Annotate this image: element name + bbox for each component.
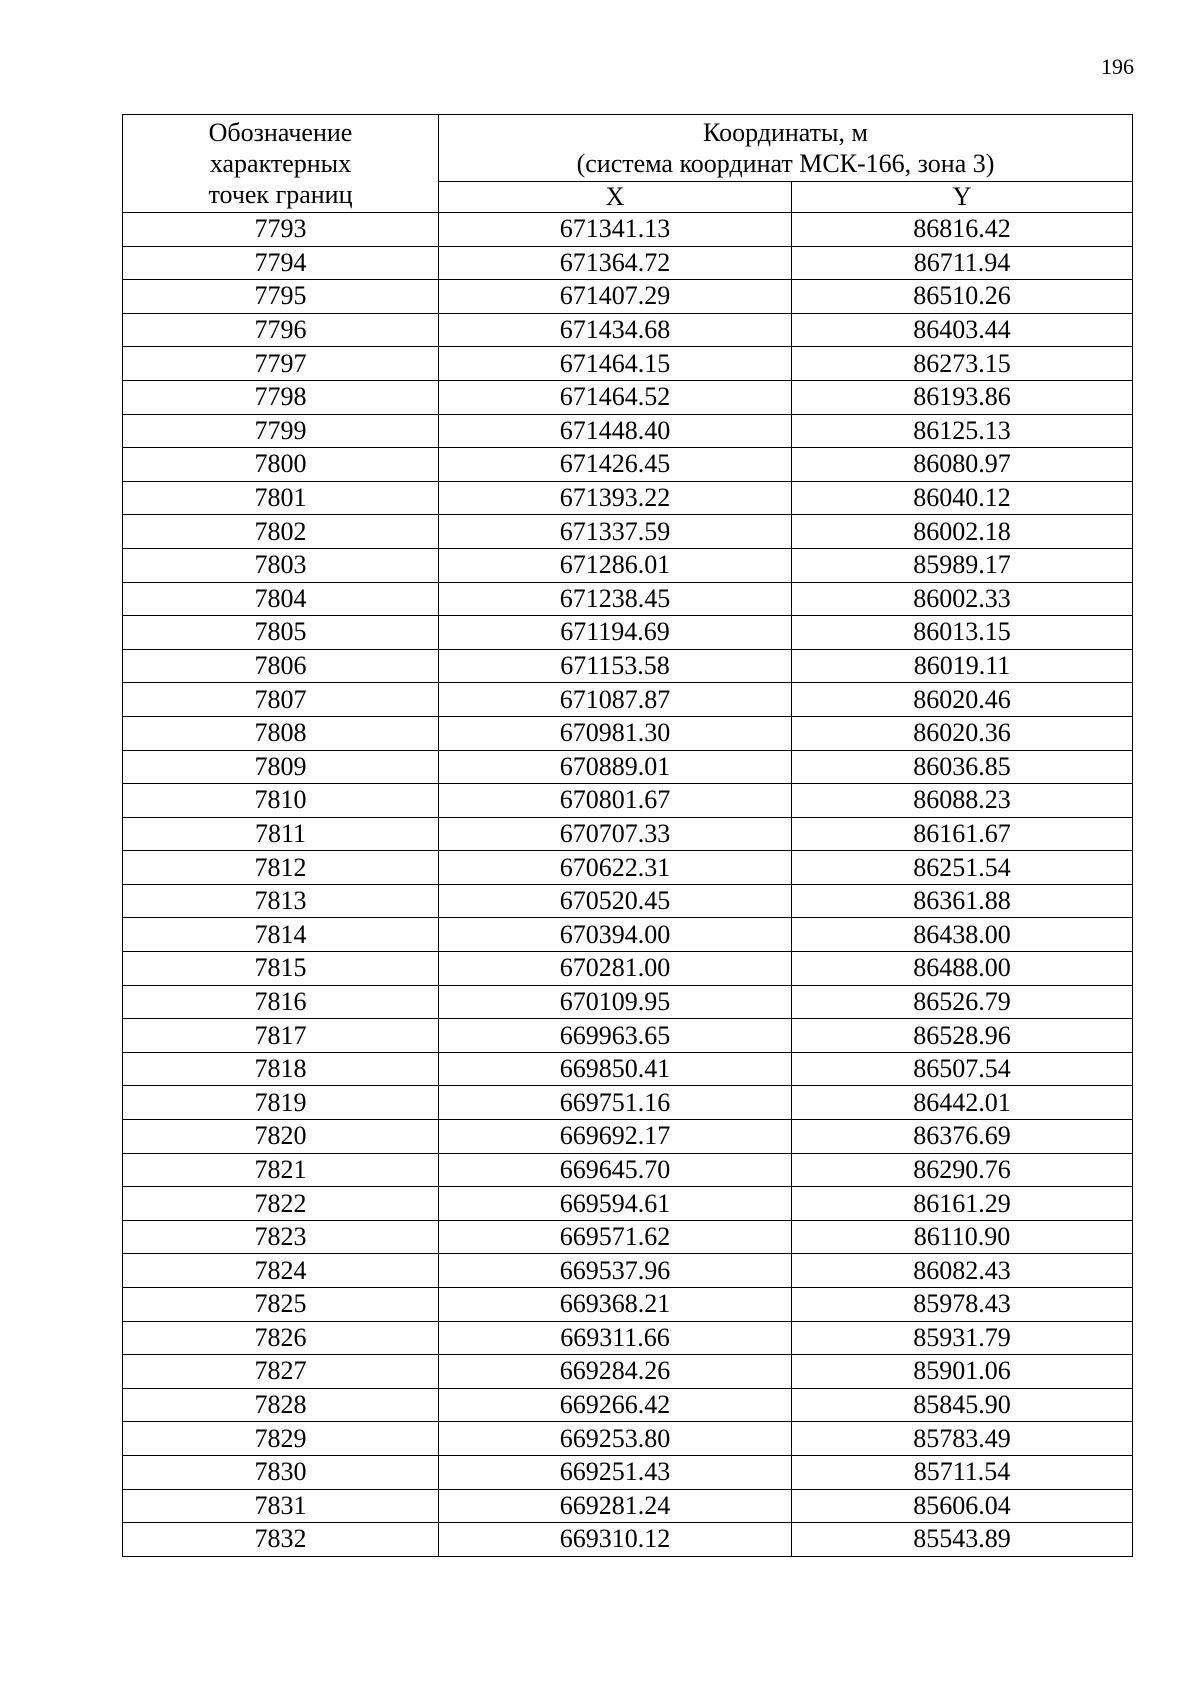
table-row bbox=[123, 1187, 1133, 1221]
point-cell: 7794 bbox=[123, 246, 439, 280]
y-coordinate-cell: 86002.33 bbox=[792, 582, 1133, 616]
point-cell: 7802 bbox=[123, 515, 439, 549]
x-coordinate-cell: 669850.41 bbox=[439, 1052, 792, 1086]
x-coordinate-cell: 669645.70 bbox=[439, 1153, 792, 1187]
point-cell: 7831 bbox=[123, 1489, 439, 1523]
point-cell: 7800 bbox=[123, 448, 439, 482]
y-coordinate-cell: 86290.76 bbox=[792, 1153, 1133, 1187]
x-coordinate-cell: 671153.58 bbox=[439, 649, 792, 683]
x-coordinate-cell: 669368.21 bbox=[439, 1288, 792, 1322]
point-cell: 7830 bbox=[123, 1455, 439, 1489]
x-coordinate-cell: 671434.68 bbox=[439, 313, 792, 347]
y-coordinate-cell: 86438.00 bbox=[792, 918, 1133, 952]
x-coordinate-cell: 671194.69 bbox=[439, 616, 792, 650]
table-row bbox=[123, 884, 1133, 918]
table-row bbox=[123, 985, 1133, 1019]
y-coordinate-cell: 85606.04 bbox=[792, 1489, 1133, 1523]
point-cell: 7816 bbox=[123, 985, 439, 1019]
x-coordinate-cell: 671337.59 bbox=[439, 515, 792, 549]
x-coordinate-cell: 671238.45 bbox=[439, 582, 792, 616]
point-cell: 7804 bbox=[123, 582, 439, 616]
point-cell: 7826 bbox=[123, 1321, 439, 1355]
table-row bbox=[123, 481, 1133, 515]
table-row bbox=[123, 246, 1133, 280]
coordinates-header-line: (система координат МСК-166, зона 3) bbox=[576, 149, 995, 178]
point-cell: 7798 bbox=[123, 380, 439, 414]
point-cell: 7805 bbox=[123, 616, 439, 650]
y-coordinate-cell: 86193.86 bbox=[792, 380, 1133, 414]
y-coordinate-cell: 86019.11 bbox=[792, 649, 1133, 683]
table-row bbox=[123, 1489, 1133, 1523]
table-row bbox=[123, 1355, 1133, 1389]
table-row bbox=[123, 1455, 1133, 1489]
point-cell: 7821 bbox=[123, 1153, 439, 1187]
table-row bbox=[123, 1220, 1133, 1254]
x-coordinate-cell: 670520.45 bbox=[439, 884, 792, 918]
coordinates-header bbox=[439, 115, 1133, 182]
y-coordinate-cell: 86251.54 bbox=[792, 851, 1133, 885]
coordinates-header-line: Координаты, м bbox=[703, 118, 868, 147]
x-coordinate-cell: 671364.72 bbox=[439, 246, 792, 280]
x-coordinate-cell: 669692.17 bbox=[439, 1120, 792, 1154]
x-coordinate-cell: 669266.42 bbox=[439, 1388, 792, 1422]
x-coordinate-cell: 669251.43 bbox=[439, 1455, 792, 1489]
y-coordinate-cell: 86036.85 bbox=[792, 750, 1133, 784]
y-coordinate-cell: 86002.18 bbox=[792, 515, 1133, 549]
y-coordinate-cell: 86442.01 bbox=[792, 1086, 1133, 1120]
point-cell: 7801 bbox=[123, 481, 439, 515]
point-cell: 7795 bbox=[123, 280, 439, 314]
table-row bbox=[123, 313, 1133, 347]
y-coordinate-cell: 86161.29 bbox=[792, 1187, 1133, 1221]
table-row bbox=[123, 817, 1133, 851]
table-row bbox=[123, 851, 1133, 885]
page-number: 196 bbox=[1101, 54, 1134, 79]
x-coordinate-cell: 671407.29 bbox=[439, 280, 792, 314]
point-cell: 7808 bbox=[123, 716, 439, 750]
y-coordinate-cell: 85783.49 bbox=[792, 1422, 1133, 1456]
table-row bbox=[123, 380, 1133, 414]
table-row bbox=[123, 515, 1133, 549]
table-row bbox=[123, 1120, 1133, 1154]
point-header-line: точек границ bbox=[208, 180, 353, 209]
x-coordinate-cell: 670622.31 bbox=[439, 851, 792, 885]
point-cell: 7829 bbox=[123, 1422, 439, 1456]
table-body bbox=[123, 213, 1133, 1557]
table-row bbox=[123, 750, 1133, 784]
y-coordinate-cell: 86528.96 bbox=[792, 1019, 1133, 1053]
y-coordinate-cell: 86376.69 bbox=[792, 1120, 1133, 1154]
table-row bbox=[123, 784, 1133, 818]
y-coordinate-cell: 86161.67 bbox=[792, 817, 1133, 851]
x-coordinate-cell: 669571.62 bbox=[439, 1220, 792, 1254]
table-row bbox=[123, 1523, 1133, 1557]
y-coordinate-cell: 86088.23 bbox=[792, 784, 1133, 818]
x-coordinate-cell: 670801.67 bbox=[439, 784, 792, 818]
point-designation-header bbox=[123, 115, 439, 213]
point-cell: 7793 bbox=[123, 213, 439, 247]
y-coordinate-cell: 86080.97 bbox=[792, 448, 1133, 482]
x-column-header: X bbox=[439, 182, 792, 213]
table-row bbox=[123, 1388, 1133, 1422]
x-coordinate-cell: 671286.01 bbox=[439, 548, 792, 582]
table-row bbox=[123, 1052, 1133, 1086]
y-coordinate-cell: 86273.15 bbox=[792, 347, 1133, 381]
x-coordinate-cell: 671464.15 bbox=[439, 347, 792, 381]
point-cell: 7813 bbox=[123, 884, 439, 918]
table-row bbox=[123, 1422, 1133, 1456]
y-coordinate-cell: 85978.43 bbox=[792, 1288, 1133, 1322]
x-coordinate-cell: 671448.40 bbox=[439, 414, 792, 448]
table-row bbox=[123, 1086, 1133, 1120]
table-row bbox=[123, 716, 1133, 750]
x-coordinate-cell: 670707.33 bbox=[439, 817, 792, 851]
y-coordinate-cell: 86020.36 bbox=[792, 716, 1133, 750]
y-coordinate-cell: 86711.94 bbox=[792, 246, 1133, 280]
y-coordinate-cell: 85901.06 bbox=[792, 1355, 1133, 1389]
point-cell: 7825 bbox=[123, 1288, 439, 1322]
point-cell: 7827 bbox=[123, 1355, 439, 1389]
point-cell: 7797 bbox=[123, 347, 439, 381]
x-coordinate-cell: 670281.00 bbox=[439, 952, 792, 986]
y-coordinate-cell: 86110.90 bbox=[792, 1220, 1133, 1254]
y-coordinate-cell: 86816.42 bbox=[792, 213, 1133, 247]
y-coordinate-cell: 86020.46 bbox=[792, 683, 1133, 717]
table-row bbox=[123, 548, 1133, 582]
y-coordinate-cell: 85711.54 bbox=[792, 1455, 1133, 1489]
table-row bbox=[123, 952, 1133, 986]
y-coordinate-cell: 86507.54 bbox=[792, 1052, 1133, 1086]
point-header-line: Обозначение bbox=[208, 118, 353, 147]
point-cell: 7828 bbox=[123, 1388, 439, 1422]
point-cell: 7806 bbox=[123, 649, 439, 683]
x-coordinate-cell: 669751.16 bbox=[439, 1086, 792, 1120]
y-coordinate-cell: 85931.79 bbox=[792, 1321, 1133, 1355]
y-coordinate-cell: 86040.12 bbox=[792, 481, 1133, 515]
y-coordinate-cell: 86403.44 bbox=[792, 313, 1133, 347]
point-cell: 7799 bbox=[123, 414, 439, 448]
x-coordinate-cell: 669594.61 bbox=[439, 1187, 792, 1221]
y-coordinate-cell: 85989.17 bbox=[792, 548, 1133, 582]
y-coordinate-cell: 86526.79 bbox=[792, 985, 1133, 1019]
point-cell: 7814 bbox=[123, 918, 439, 952]
point-cell: 7822 bbox=[123, 1187, 439, 1221]
y-coordinate-cell: 86488.00 bbox=[792, 952, 1133, 986]
x-coordinate-cell: 671341.13 bbox=[439, 213, 792, 247]
y-coordinate-cell: 86013.15 bbox=[792, 616, 1133, 650]
table-row bbox=[123, 918, 1133, 952]
point-cell: 7824 bbox=[123, 1254, 439, 1288]
point-cell: 7807 bbox=[123, 683, 439, 717]
point-cell: 7803 bbox=[123, 548, 439, 582]
point-cell: 7812 bbox=[123, 851, 439, 885]
x-coordinate-cell: 669537.96 bbox=[439, 1254, 792, 1288]
x-coordinate-cell: 671087.87 bbox=[439, 683, 792, 717]
table-row bbox=[123, 649, 1133, 683]
point-cell: 7832 bbox=[123, 1523, 439, 1557]
x-coordinate-cell: 670109.95 bbox=[439, 985, 792, 1019]
table-row bbox=[123, 414, 1133, 448]
y-coordinate-cell: 86361.88 bbox=[792, 884, 1133, 918]
point-header-line: характерных bbox=[209, 149, 352, 178]
table-row bbox=[123, 616, 1133, 650]
table-row bbox=[123, 1288, 1133, 1322]
coordinates-table bbox=[122, 114, 1133, 1557]
point-cell: 7796 bbox=[123, 313, 439, 347]
table-row bbox=[123, 448, 1133, 482]
x-coordinate-cell: 670889.01 bbox=[439, 750, 792, 784]
x-coordinate-cell: 670394.00 bbox=[439, 918, 792, 952]
point-cell: 7818 bbox=[123, 1052, 439, 1086]
table-row bbox=[123, 582, 1133, 616]
y-coordinate-cell: 86082.43 bbox=[792, 1254, 1133, 1288]
y-coordinate-cell: 86125.13 bbox=[792, 414, 1133, 448]
x-coordinate-cell: 671393.22 bbox=[439, 481, 792, 515]
point-cell: 7815 bbox=[123, 952, 439, 986]
table-header bbox=[123, 115, 1133, 213]
table-row bbox=[123, 347, 1133, 381]
x-coordinate-cell: 669310.12 bbox=[439, 1523, 792, 1557]
x-coordinate-cell: 669253.80 bbox=[439, 1422, 792, 1456]
table-row bbox=[123, 683, 1133, 717]
point-cell: 7820 bbox=[123, 1120, 439, 1154]
x-coordinate-cell: 669281.24 bbox=[439, 1489, 792, 1523]
point-cell: 7817 bbox=[123, 1019, 439, 1053]
x-coordinate-cell: 671464.52 bbox=[439, 380, 792, 414]
point-cell: 7819 bbox=[123, 1086, 439, 1120]
y-coordinate-cell: 85845.90 bbox=[792, 1388, 1133, 1422]
point-cell: 7823 bbox=[123, 1220, 439, 1254]
x-coordinate-cell: 669311.66 bbox=[439, 1321, 792, 1355]
y-coordinate-cell: 85543.89 bbox=[792, 1523, 1133, 1557]
table-row bbox=[123, 213, 1133, 247]
table-row bbox=[123, 1254, 1133, 1288]
x-coordinate-cell: 669284.26 bbox=[439, 1355, 792, 1389]
y-coordinate-cell: 86510.26 bbox=[792, 280, 1133, 314]
point-cell: 7811 bbox=[123, 817, 439, 851]
header-row-top bbox=[123, 115, 1133, 182]
x-coordinate-cell: 669963.65 bbox=[439, 1019, 792, 1053]
table-row bbox=[123, 280, 1133, 314]
x-coordinate-cell: 671426.45 bbox=[439, 448, 792, 482]
table-row bbox=[123, 1153, 1133, 1187]
table-row bbox=[123, 1321, 1133, 1355]
table-row bbox=[123, 1019, 1133, 1053]
point-cell: 7810 bbox=[123, 784, 439, 818]
point-cell: 7809 bbox=[123, 750, 439, 784]
x-coordinate-cell: 670981.30 bbox=[439, 716, 792, 750]
y-column-header: Y bbox=[792, 182, 1133, 213]
